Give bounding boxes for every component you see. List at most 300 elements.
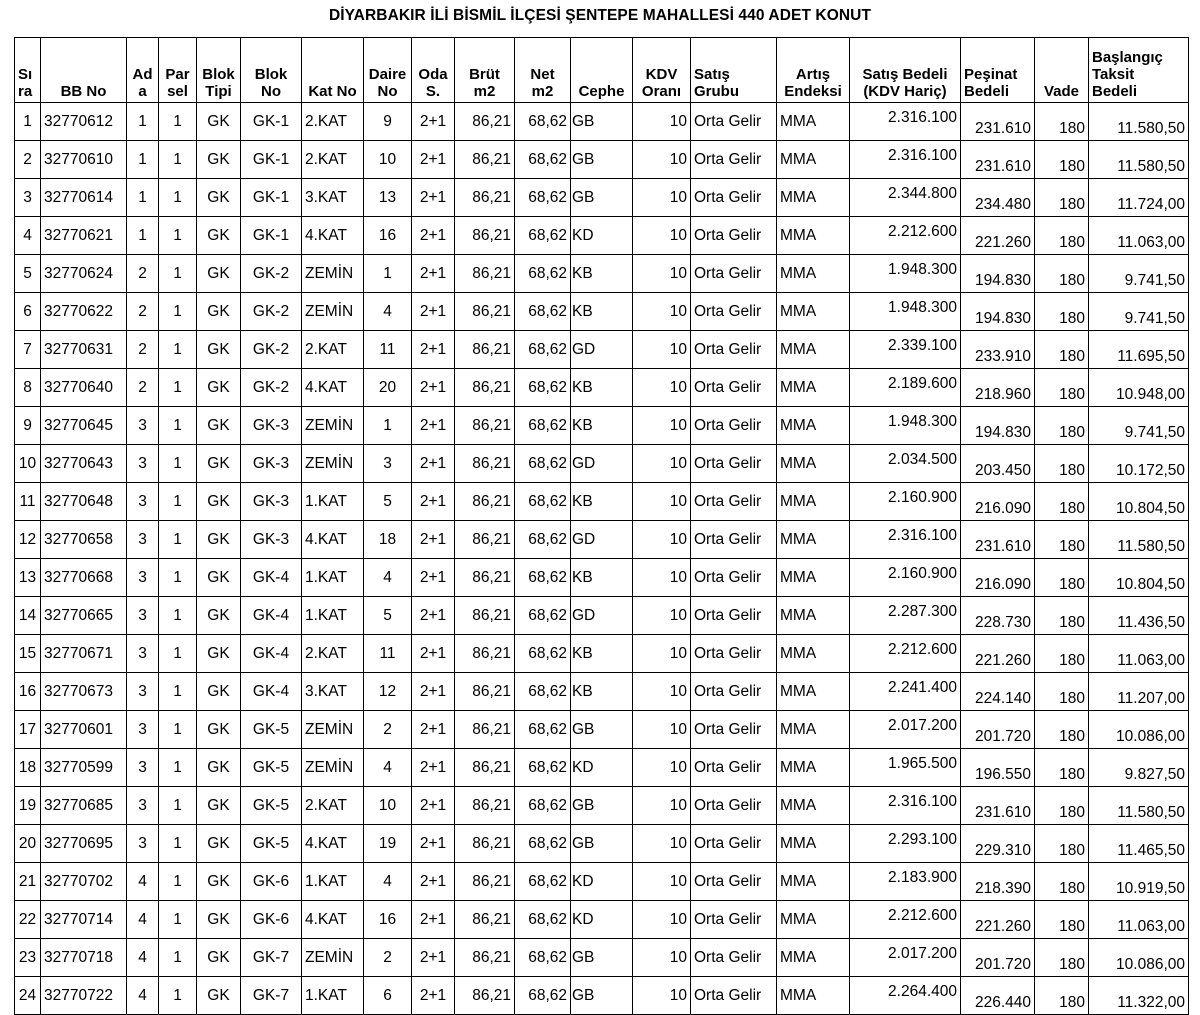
cell-net-m2: 68,62 <box>515 825 571 863</box>
cell-baslangic-taksit-bedeli: 11.580,50 <box>1089 141 1189 179</box>
header-line: Peşinat <box>964 66 1018 83</box>
cell-pesinat-bedeli: 218.390 <box>961 863 1035 901</box>
cell-kat-no: 4.KAT <box>302 521 364 559</box>
cell-oda-sayisi: 2+1 <box>412 749 455 787</box>
header-line: Bedeli <box>1092 83 1138 100</box>
cell-baslangic-taksit-bedeli: 11.465,50 <box>1089 825 1189 863</box>
cell-sira: 2 <box>15 141 41 179</box>
cell-satis-bedeli: 2.212.600 <box>850 635 961 673</box>
header-vade <box>1035 38 1089 103</box>
table-row <box>15 331 1189 369</box>
cell-blok-tipi: GK <box>197 141 241 179</box>
cell-brut-m2: 86,21 <box>455 635 515 673</box>
cell-artis-endeksi: MMA <box>777 635 850 673</box>
header-line: S. <box>425 83 441 100</box>
cell-kdv-orani: 10 <box>633 977 691 1015</box>
header-line: Satış <box>694 66 730 83</box>
header-daire-no <box>364 38 412 103</box>
cell-kat-no: ZEMİN <box>302 255 364 293</box>
cell-daire-no: 20 <box>364 369 412 407</box>
cell-kat-no: ZEMİN <box>302 711 364 749</box>
cell-ada: 3 <box>127 559 159 597</box>
cell-oda-sayisi: 2+1 <box>412 255 455 293</box>
cell-blok-tipi: GK <box>197 901 241 939</box>
cell-bb-no: 32770624 <box>41 255 127 293</box>
cell-net-m2: 68,62 <box>515 445 571 483</box>
header-line: Taksit <box>1092 66 1135 83</box>
cell-sira: 7 <box>15 331 41 369</box>
cell-daire-no: 3 <box>364 445 412 483</box>
cell-parsel: 1 <box>159 787 197 825</box>
cell-ada: 4 <box>127 901 159 939</box>
cell-sira: 9 <box>15 407 41 445</box>
cell-satis-bedeli: 1.948.300 <box>850 407 961 445</box>
cell-pesinat-bedeli: 226.440 <box>961 977 1035 1015</box>
cell-daire-no: 4 <box>364 293 412 331</box>
header-line: a <box>138 83 147 100</box>
cell-blok-no: GK-3 <box>241 407 302 445</box>
cell-pesinat-bedeli: 234.480 <box>961 179 1035 217</box>
cell-blok-no: GK-6 <box>241 901 302 939</box>
cell-satis-grubu: Orta Gelir <box>691 331 777 369</box>
document-title: DİYARBAKIR İLİ BİSMİL İLÇESİ ŞENTEPE MAHALLESİ 440 ADET KONUT <box>328 7 872 24</box>
cell-oda-sayisi: 2+1 <box>412 711 455 749</box>
cell-sira: 19 <box>15 787 41 825</box>
cell-kdv-orani: 10 <box>633 787 691 825</box>
cell-satis-bedeli: 2.241.400 <box>850 673 961 711</box>
cell-satis-grubu: Orta Gelir <box>691 597 777 635</box>
cell-kat-no: ZEMİN <box>302 939 364 977</box>
cell-bb-no: 32770599 <box>41 749 127 787</box>
cell-blok-tipi: GK <box>197 369 241 407</box>
header-kdv-orani <box>633 38 691 103</box>
cell-blok-tipi: GK <box>197 407 241 445</box>
cell-artis-endeksi: MMA <box>777 179 850 217</box>
cell-parsel: 1 <box>159 255 197 293</box>
cell-daire-no: 11 <box>364 331 412 369</box>
cell-satis-grubu: Orta Gelir <box>691 483 777 521</box>
table-row <box>15 825 1189 863</box>
cell-oda-sayisi: 2+1 <box>412 445 455 483</box>
cell-blok-no: GK-5 <box>241 749 302 787</box>
cell-bb-no: 32770714 <box>41 901 127 939</box>
cell-daire-no: 1 <box>364 407 412 445</box>
cell-blok-no: GK-2 <box>241 331 302 369</box>
table-row <box>15 179 1189 217</box>
cell-cephe: KB <box>571 635 633 673</box>
cell-pesinat-bedeli: 203.450 <box>961 445 1035 483</box>
cell-artis-endeksi: MMA <box>777 331 850 369</box>
cell-vade: 180 <box>1035 749 1089 787</box>
cell-brut-m2: 86,21 <box>455 255 515 293</box>
cell-parsel: 1 <box>159 141 197 179</box>
cell-satis-grubu: Orta Gelir <box>691 749 777 787</box>
cell-sira: 10 <box>15 445 41 483</box>
table-row <box>15 103 1189 141</box>
cell-ada: 3 <box>127 711 159 749</box>
cell-net-m2: 68,62 <box>515 217 571 255</box>
cell-brut-m2: 86,21 <box>455 825 515 863</box>
cell-kat-no: ZEMİN <box>302 749 364 787</box>
header-oda-sayisi <box>412 38 455 103</box>
cell-daire-no: 5 <box>364 483 412 521</box>
cell-baslangic-taksit-bedeli: 11.580,50 <box>1089 521 1189 559</box>
header-line: ra <box>18 83 33 100</box>
cell-vade: 180 <box>1035 787 1089 825</box>
cell-kdv-orani: 10 <box>633 863 691 901</box>
cell-net-m2: 68,62 <box>515 939 571 977</box>
cell-blok-no: GK-4 <box>241 673 302 711</box>
cell-kat-no: ZEMİN <box>302 407 364 445</box>
cell-net-m2: 68,62 <box>515 977 571 1015</box>
cell-net-m2: 68,62 <box>515 407 571 445</box>
header-line: Kat No <box>308 83 357 100</box>
cell-satis-bedeli: 2.034.500 <box>850 445 961 483</box>
cell-blok-no: GK-1 <box>241 179 302 217</box>
header-line: Grubu <box>694 83 739 100</box>
header-brut-m2 <box>455 38 515 103</box>
cell-brut-m2: 86,21 <box>455 711 515 749</box>
cell-parsel: 1 <box>159 863 197 901</box>
cell-cephe: GB <box>571 977 633 1015</box>
cell-satis-grubu: Orta Gelir <box>691 635 777 673</box>
cell-brut-m2: 86,21 <box>455 407 515 445</box>
cell-kat-no: 1.KAT <box>302 559 364 597</box>
cell-artis-endeksi: MMA <box>777 863 850 901</box>
cell-ada: 3 <box>127 673 159 711</box>
cell-satis-bedeli: 2.316.100 <box>850 103 961 141</box>
cell-artis-endeksi: MMA <box>777 749 850 787</box>
cell-blok-tipi: GK <box>197 559 241 597</box>
header-bb-no <box>41 38 127 103</box>
cell-daire-no: 11 <box>364 635 412 673</box>
cell-ada: 4 <box>127 977 159 1015</box>
cell-satis-grubu: Orta Gelir <box>691 939 777 977</box>
cell-blok-tipi: GK <box>197 863 241 901</box>
cell-parsel: 1 <box>159 293 197 331</box>
table-row <box>15 977 1189 1015</box>
cell-satis-bedeli: 2.316.100 <box>850 787 961 825</box>
cell-vade: 180 <box>1035 939 1089 977</box>
cell-brut-m2: 86,21 <box>455 901 515 939</box>
cell-vade: 180 <box>1035 635 1089 673</box>
cell-cephe: GB <box>571 939 633 977</box>
cell-cephe: KD <box>571 901 633 939</box>
cell-sira: 12 <box>15 521 41 559</box>
cell-cephe: KB <box>571 673 633 711</box>
table-row <box>15 635 1189 673</box>
cell-parsel: 1 <box>159 977 197 1015</box>
cell-blok-tipi: GK <box>197 521 241 559</box>
cell-net-m2: 68,62 <box>515 711 571 749</box>
housing-sales-table <box>14 37 1189 1015</box>
cell-satis-bedeli: 2.316.100 <box>850 521 961 559</box>
cell-satis-bedeli: 2.316.100 <box>850 141 961 179</box>
cell-vade: 180 <box>1035 141 1089 179</box>
table-row <box>15 407 1189 445</box>
cell-bb-no: 32770722 <box>41 977 127 1015</box>
cell-brut-m2: 86,21 <box>455 217 515 255</box>
table-row <box>15 939 1189 977</box>
cell-cephe: KB <box>571 369 633 407</box>
header-line: Cephe <box>578 83 625 100</box>
cell-cephe: KD <box>571 217 633 255</box>
cell-kat-no: 4.KAT <box>302 369 364 407</box>
cell-ada: 2 <box>127 255 159 293</box>
cell-parsel: 1 <box>159 179 197 217</box>
cell-parsel: 1 <box>159 825 197 863</box>
header-line: Brüt <box>469 66 500 83</box>
cell-parsel: 1 <box>159 369 197 407</box>
cell-daire-no: 10 <box>364 141 412 179</box>
cell-daire-no: 13 <box>364 179 412 217</box>
cell-blok-tipi: GK <box>197 217 241 255</box>
cell-bb-no: 32770612 <box>41 103 127 141</box>
cell-satis-grubu: Orta Gelir <box>691 787 777 825</box>
cell-parsel: 1 <box>159 711 197 749</box>
cell-pesinat-bedeli: 233.910 <box>961 331 1035 369</box>
cell-kdv-orani: 10 <box>633 711 691 749</box>
cell-sira: 23 <box>15 939 41 977</box>
cell-blok-tipi: GK <box>197 939 241 977</box>
cell-vade: 180 <box>1035 407 1089 445</box>
table-row <box>15 673 1189 711</box>
cell-brut-m2: 86,21 <box>455 179 515 217</box>
cell-bb-no: 32770645 <box>41 407 127 445</box>
cell-sira: 3 <box>15 179 41 217</box>
header-satis-grubu <box>691 38 777 103</box>
cell-kat-no: 4.KAT <box>302 217 364 255</box>
cell-kat-no: 2.KAT <box>302 141 364 179</box>
cell-kat-no: 2.KAT <box>302 787 364 825</box>
cell-ada: 3 <box>127 597 159 635</box>
cell-oda-sayisi: 2+1 <box>412 407 455 445</box>
cell-satis-bedeli: 2.264.400 <box>850 977 961 1015</box>
header-line: Başlangıç <box>1092 49 1163 66</box>
cell-satis-bedeli: 2.212.600 <box>850 901 961 939</box>
cell-pesinat-bedeli: 229.310 <box>961 825 1035 863</box>
header-line: KDV <box>645 66 678 83</box>
cell-satis-bedeli: 2.287.300 <box>850 597 961 635</box>
cell-bb-no: 32770718 <box>41 939 127 977</box>
cell-baslangic-taksit-bedeli: 11.580,50 <box>1089 787 1189 825</box>
cell-oda-sayisi: 2+1 <box>412 559 455 597</box>
cell-sira: 22 <box>15 901 41 939</box>
cell-artis-endeksi: MMA <box>777 483 850 521</box>
header-pesinat-bedeli <box>961 38 1035 103</box>
cell-baslangic-taksit-bedeli: 11.063,00 <box>1089 217 1189 255</box>
cell-cephe: GB <box>571 787 633 825</box>
cell-pesinat-bedeli: 194.830 <box>961 407 1035 445</box>
cell-kat-no: 4.KAT <box>302 901 364 939</box>
cell-blok-no: GK-2 <box>241 255 302 293</box>
cell-ada: 4 <box>127 863 159 901</box>
cell-brut-m2: 86,21 <box>455 483 515 521</box>
cell-artis-endeksi: MMA <box>777 939 850 977</box>
header-line: Blok <box>254 66 288 83</box>
cell-bb-no: 32770631 <box>41 331 127 369</box>
cell-net-m2: 68,62 <box>515 483 571 521</box>
cell-artis-endeksi: MMA <box>777 673 850 711</box>
cell-artis-endeksi: MMA <box>777 407 850 445</box>
cell-bb-no: 32770648 <box>41 483 127 521</box>
cell-kdv-orani: 10 <box>633 331 691 369</box>
cell-baslangic-taksit-bedeli: 10.804,50 <box>1089 483 1189 521</box>
cell-blok-no: GK-6 <box>241 863 302 901</box>
table-header-row <box>15 38 1189 103</box>
cell-daire-no: 5 <box>364 597 412 635</box>
cell-satis-bedeli: 2.017.200 <box>850 711 961 749</box>
cell-daire-no: 2 <box>364 939 412 977</box>
cell-kdv-orani: 10 <box>633 901 691 939</box>
cell-oda-sayisi: 2+1 <box>412 483 455 521</box>
cell-ada: 3 <box>127 749 159 787</box>
cell-pesinat-bedeli: 194.830 <box>961 255 1035 293</box>
cell-net-m2: 68,62 <box>515 255 571 293</box>
cell-vade: 180 <box>1035 255 1089 293</box>
cell-oda-sayisi: 2+1 <box>412 521 455 559</box>
cell-baslangic-taksit-bedeli: 11.724,00 <box>1089 179 1189 217</box>
cell-ada: 2 <box>127 293 159 331</box>
cell-blok-no: GK-2 <box>241 293 302 331</box>
cell-blok-tipi: GK <box>197 635 241 673</box>
cell-pesinat-bedeli: 216.090 <box>961 559 1035 597</box>
cell-bb-no: 32770622 <box>41 293 127 331</box>
cell-sira: 6 <box>15 293 41 331</box>
cell-ada: 1 <box>127 103 159 141</box>
cell-daire-no: 6 <box>364 977 412 1015</box>
header-line: Blok <box>202 66 235 83</box>
cell-satis-grubu: Orta Gelir <box>691 521 777 559</box>
cell-pesinat-bedeli: 194.830 <box>961 293 1035 331</box>
cell-satis-grubu: Orta Gelir <box>691 217 777 255</box>
cell-vade: 180 <box>1035 711 1089 749</box>
cell-baslangic-taksit-bedeli: 10.172,50 <box>1089 445 1189 483</box>
cell-kdv-orani: 10 <box>633 141 691 179</box>
cell-sira: 5 <box>15 255 41 293</box>
header-line: Ad <box>132 66 153 83</box>
cell-ada: 3 <box>127 787 159 825</box>
cell-net-m2: 68,62 <box>515 521 571 559</box>
cell-satis-bedeli: 2.344.800 <box>850 179 961 217</box>
header-line: Par <box>165 66 190 83</box>
cell-net-m2: 68,62 <box>515 787 571 825</box>
cell-kdv-orani: 10 <box>633 103 691 141</box>
cell-artis-endeksi: MMA <box>777 445 850 483</box>
table-row <box>15 483 1189 521</box>
cell-blok-tipi: GK <box>197 179 241 217</box>
cell-baslangic-taksit-bedeli: 9.741,50 <box>1089 255 1189 293</box>
cell-oda-sayisi: 2+1 <box>412 901 455 939</box>
table-row <box>15 521 1189 559</box>
header-line: Vade <box>1043 83 1080 100</box>
cell-blok-no: GK-7 <box>241 939 302 977</box>
cell-vade: 180 <box>1035 863 1089 901</box>
cell-artis-endeksi: MMA <box>777 825 850 863</box>
cell-bb-no: 32770658 <box>41 521 127 559</box>
cell-brut-m2: 86,21 <box>455 445 515 483</box>
cell-bb-no: 32770685 <box>41 787 127 825</box>
cell-vade: 180 <box>1035 673 1089 711</box>
cell-parsel: 1 <box>159 901 197 939</box>
cell-daire-no: 4 <box>364 559 412 597</box>
table-row <box>15 749 1189 787</box>
header-line: Artış <box>795 66 831 83</box>
header-baslangic-taksit-bedeli <box>1089 38 1189 103</box>
cell-net-m2: 68,62 <box>515 331 571 369</box>
cell-oda-sayisi: 2+1 <box>412 825 455 863</box>
cell-baslangic-taksit-bedeli: 11.580,50 <box>1089 103 1189 141</box>
cell-bb-no: 32770621 <box>41 217 127 255</box>
header-blok-tipi <box>197 38 241 103</box>
cell-cephe: KD <box>571 749 633 787</box>
header-line: Daire <box>368 66 407 83</box>
table-row <box>15 293 1189 331</box>
cell-kat-no: 2.KAT <box>302 103 364 141</box>
cell-brut-m2: 86,21 <box>455 103 515 141</box>
header-line: (KDV Hariç) <box>863 83 947 100</box>
cell-baslangic-taksit-bedeli: 10.804,50 <box>1089 559 1189 597</box>
cell-net-m2: 68,62 <box>515 863 571 901</box>
cell-satis-grubu: Orta Gelir <box>691 407 777 445</box>
cell-baslangic-taksit-bedeli: 10.086,00 <box>1089 939 1189 977</box>
cell-satis-bedeli: 2.160.900 <box>850 483 961 521</box>
cell-sira: 21 <box>15 863 41 901</box>
cell-artis-endeksi: MMA <box>777 787 850 825</box>
cell-satis-bedeli: 2.212.600 <box>850 217 961 255</box>
cell-satis-bedeli: 2.183.900 <box>850 863 961 901</box>
header-line: Oda <box>418 66 448 83</box>
cell-parsel: 1 <box>159 673 197 711</box>
cell-baslangic-taksit-bedeli: 10.919,50 <box>1089 863 1189 901</box>
cell-blok-no: GK-1 <box>241 141 302 179</box>
cell-baslangic-taksit-bedeli: 11.063,00 <box>1089 901 1189 939</box>
table-row <box>15 711 1189 749</box>
table-row <box>15 255 1189 293</box>
cell-pesinat-bedeli: 228.730 <box>961 597 1035 635</box>
cell-vade: 180 <box>1035 331 1089 369</box>
table-row <box>15 141 1189 179</box>
cell-bb-no: 32770695 <box>41 825 127 863</box>
cell-daire-no: 2 <box>364 711 412 749</box>
cell-satis-grubu: Orta Gelir <box>691 673 777 711</box>
cell-blok-tipi: GK <box>197 293 241 331</box>
cell-kdv-orani: 10 <box>633 673 691 711</box>
cell-vade: 180 <box>1035 103 1089 141</box>
cell-satis-grubu: Orta Gelir <box>691 179 777 217</box>
cell-ada: 3 <box>127 407 159 445</box>
cell-blok-no: GK-5 <box>241 711 302 749</box>
cell-kdv-orani: 10 <box>633 825 691 863</box>
cell-vade: 180 <box>1035 559 1089 597</box>
cell-bb-no: 32770702 <box>41 863 127 901</box>
cell-cephe: GB <box>571 711 633 749</box>
cell-ada: 3 <box>127 825 159 863</box>
cell-kdv-orani: 10 <box>633 483 691 521</box>
cell-daire-no: 12 <box>364 673 412 711</box>
cell-kat-no: ZEMİN <box>302 293 364 331</box>
header-kat-no <box>302 38 364 103</box>
cell-net-m2: 68,62 <box>515 369 571 407</box>
cell-cephe: GB <box>571 141 633 179</box>
cell-satis-grubu: Orta Gelir <box>691 863 777 901</box>
cell-cephe: KB <box>571 483 633 521</box>
cell-bb-no: 32770643 <box>41 445 127 483</box>
cell-kdv-orani: 10 <box>633 597 691 635</box>
cell-blok-no: GK-2 <box>241 369 302 407</box>
cell-kdv-orani: 10 <box>633 255 691 293</box>
cell-sira: 24 <box>15 977 41 1015</box>
